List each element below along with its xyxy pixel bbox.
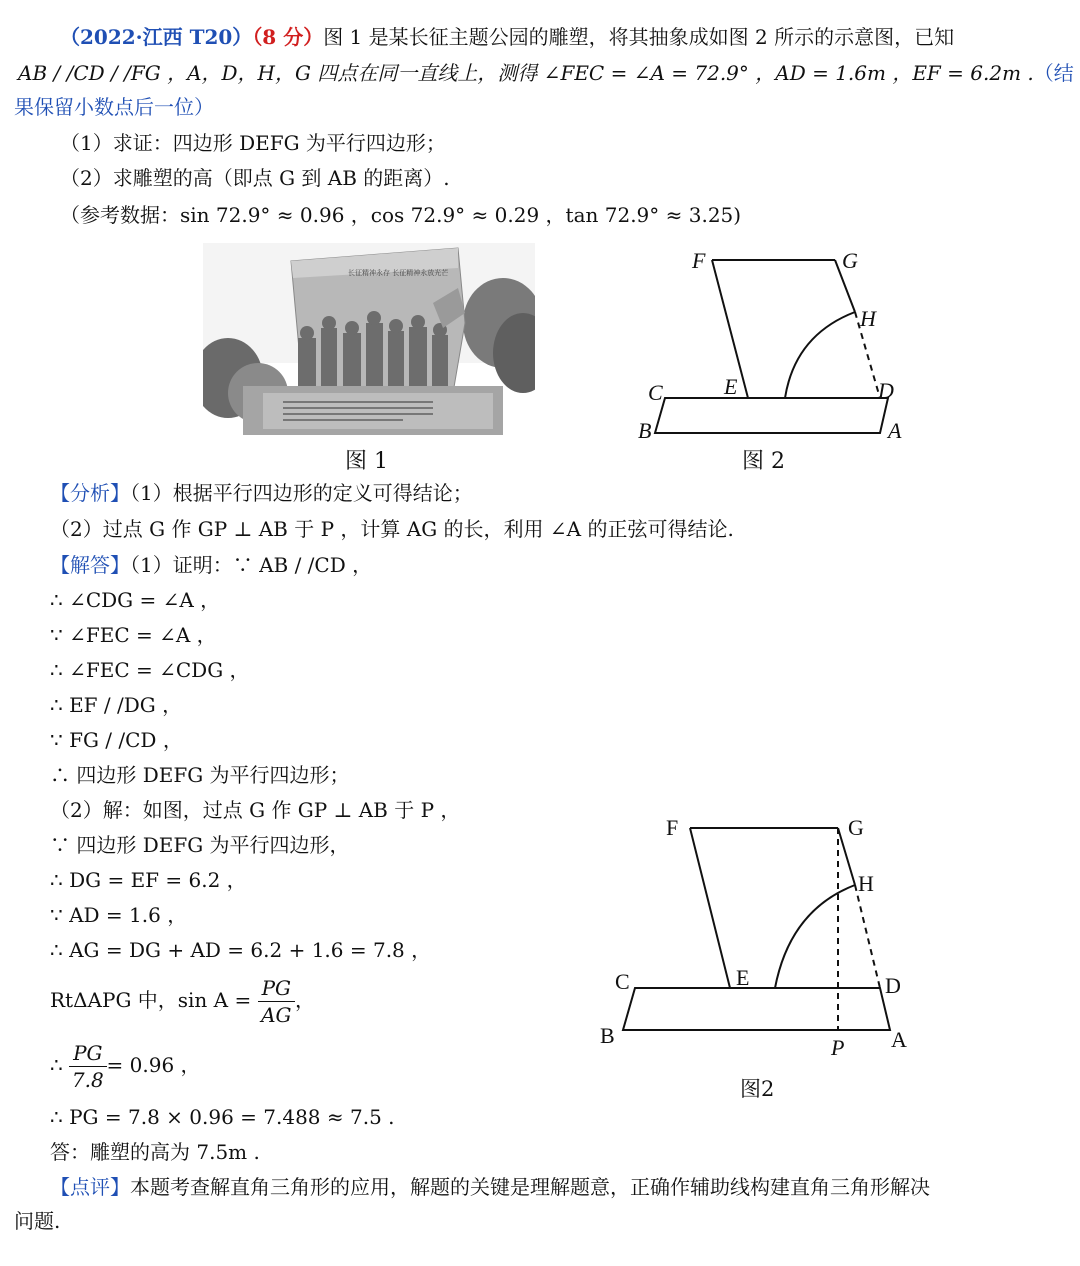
figure-2-diagram <box>630 240 920 445</box>
analysis-text-1: （1）根据平行四边形的定义可得结论； <box>130 481 473 505</box>
problem-tag: （2022·江西 T20） <box>60 25 253 49</box>
comment-tag: 【点评】 <box>50 1175 130 1199</box>
solution-line-2: ∴ ∠CDG = ∠A ， <box>50 588 221 612</box>
label-G: G <box>842 248 858 273</box>
label-E-2: E <box>736 965 750 990</box>
label-H: H <box>860 306 876 331</box>
comment-line-1 <box>50 1174 930 1200</box>
solution-line-10: ∴ DG = EF = 6.2 ， <box>50 868 247 892</box>
figure-2-caption: 图 2 <box>742 449 785 474</box>
sculpture-photo <box>203 243 535 435</box>
label-E: E <box>724 374 738 399</box>
solution-line-9: ∵ 四边形 DEFG 为平行四边形， <box>50 833 350 857</box>
question-2: （2）求雕塑的高（即点 G 到 AB 的距离）. <box>60 166 450 190</box>
solution-line-5: ∴ EF / /DG ， <box>50 693 183 717</box>
label-F: F <box>692 248 706 273</box>
sine-fraction <box>258 975 295 1028</box>
label-B: B <box>638 418 652 443</box>
solution-line-15: ∴ PG = 7.8 × 0.96 = 7.488 ≈ 7.5 . <box>50 1105 395 1129</box>
figure-2-solution-diagram <box>590 805 930 1105</box>
given-conditions: AB / /CD / /FG ，A，D，H，G 四点在同一直线上，测得 ∠FEC = ∠A = 72.9° ，AD = 1.6m ，EF = 6.2m . <box>18 61 1034 85</box>
comment-line-2: 问题. <box>14 1209 61 1233</box>
label-D-2: D <box>885 973 901 998</box>
sine-prefix: RtΔAPG 中，sin A = <box>50 988 252 1012</box>
question-1: （1）求证：四边形 DEFG 为平行四边形； <box>60 131 446 155</box>
problem-header-line <box>60 24 954 50</box>
figure-2-solution-caption: 图2 <box>740 1077 775 1101</box>
label-D: D <box>878 378 894 403</box>
label-B-2: B <box>600 1023 615 1048</box>
problem-given-line <box>18 60 1074 86</box>
ratio-numerator: PG <box>69 1040 106 1067</box>
solution-tag: 【解答】 <box>50 553 130 577</box>
ratio-fraction <box>69 1040 106 1093</box>
solution-line-1 <box>50 552 372 578</box>
solution-line-11: ∵ AD = 1.6 ， <box>50 903 188 927</box>
analysis-line-1 <box>50 480 473 506</box>
solution-text-1: （1）证明：∵ AB / /CD ， <box>130 553 373 577</box>
rounding-note-start: （结 <box>1033 61 1074 85</box>
label-H-2: H <box>858 871 874 896</box>
analysis-line-2: （2）过点 G 作 GP ⊥ AB 于 P ，计算 AG 的长，利用 ∠A 的正弦可得结论. <box>50 517 734 541</box>
comment-text-1: 本题考查解直角三角形的应用，解题的关键是理解题意，正确作辅助线构建直角三角形解决 <box>130 1175 930 1199</box>
sine-suffix: ， <box>295 988 316 1012</box>
rounding-note-end: 果保留小数点后一位） <box>14 95 214 119</box>
label-F-2: F <box>666 815 679 840</box>
label-G-2: G <box>848 815 864 840</box>
solution-answer: 答：雕塑的高为 7.5m . <box>50 1140 260 1164</box>
label-P: P <box>831 1035 845 1060</box>
solution-line-3: ∵ ∠FEC = ∠A ， <box>50 623 217 647</box>
label-A-2: A <box>891 1027 907 1052</box>
photo-banner-text: 长征精神永存 长征精神永放光芒 <box>348 269 449 277</box>
analysis-tag: 【分析】 <box>50 481 130 505</box>
problem-score: （8 分） <box>252 25 324 49</box>
solution-line-12: ∴ AG = DG + AD = 6.2 + 1.6 = 7.8 ， <box>50 938 432 962</box>
solution-line-7: ∴ 四边形 DEFG 为平行四边形； <box>50 763 350 787</box>
solution-line-13 <box>50 970 315 1030</box>
solution-line-6: ∵ FG / /CD ， <box>50 728 183 752</box>
figure-1-caption: 图 1 <box>345 449 388 474</box>
sine-numerator: PG <box>258 975 295 1002</box>
problem-text: 图 1 是某长征主题公园的雕塑，将其抽象成如图 2 所示的示意图，已知 <box>323 25 955 49</box>
solution-line-14 <box>50 1035 201 1095</box>
label-A: A <box>888 418 902 443</box>
sine-denominator: AG <box>261 1003 292 1027</box>
ratio-suffix: = 0.96 ， <box>106 1053 201 1077</box>
solution-line-4: ∴ ∠FEC = ∠CDG ， <box>50 658 250 682</box>
reference-data: （参考数据：sin 72.9° ≈ 0.96 ，cos 72.9° ≈ 0.29 ，tan 72.9° ≈ 3.25) <box>60 203 742 227</box>
solution-line-8: （2）解：如图，过点 G 作 GP ⊥ AB 于 P ， <box>50 798 461 822</box>
ratio-denominator: 7.8 <box>71 1068 104 1092</box>
label-C: C <box>648 380 663 405</box>
label-C-2: C <box>615 969 630 994</box>
ratio-prefix: ∴ <box>50 1053 63 1077</box>
